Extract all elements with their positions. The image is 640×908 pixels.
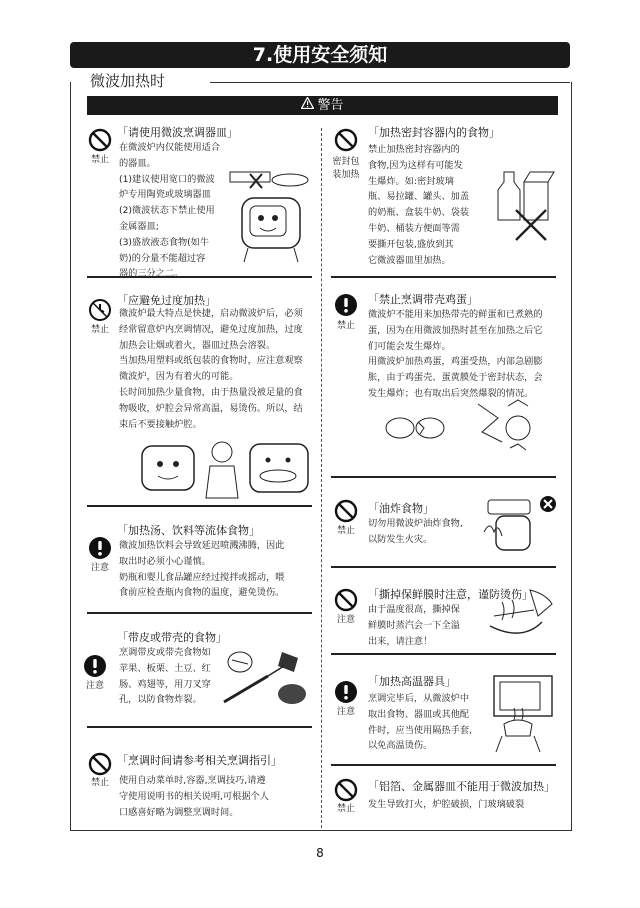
card-title: 「撕掉保鲜膜时注意，谨防烫伤」 <box>368 588 533 601</box>
divider <box>331 764 556 766</box>
divider <box>87 726 312 728</box>
card-body: 发生导致打火，炉腔破损，门玻璃破裂 <box>368 799 525 810</box>
card-body: 切勿用微波炉油炸食物, 以防发生火灾。 <box>368 518 463 545</box>
page-number: 8 <box>316 846 324 860</box>
warning-label: 警告 <box>317 98 344 113</box>
prohibited-icon <box>334 499 358 523</box>
warning-bar <box>87 96 558 115</box>
caution-icon <box>88 536 112 560</box>
eggs-illustration <box>378 398 558 452</box>
card-body: 微波炉不能用来加热带壳的鲜蛋和已煮熟的 蛋，因为在用微波加热时甚至在加热之后它 们可能会发生爆炸。 用微波炉加热鸡蛋，鸡蛋受热，内部急剧膨 胀，由于鸡蛋壳、蛋黄膜处于密封状态，会 发生爆炸；也有取出后突然爆裂的情况。 <box>368 309 543 399</box>
prohibited-icon <box>88 752 112 776</box>
divider <box>331 566 556 568</box>
caution-icon <box>83 654 107 678</box>
card-title: 「应避免过度加热」 <box>117 294 216 307</box>
plastic-wrap-illustration <box>484 586 556 648</box>
card-body: 微波炉最大特点是快捷，启动微波炉后，必须 经常留意炉内烹调情况，避免过度加热，过度 加热会让烟或着火，器皿过热会溶裂。 当加热用塑料或纸包装的食物时，应注意观察 微波炉，因为有着火的可能。 长时间加热少量食物，由于热量没被足量的食 物吸收，炉腔会异常高温，易烫伤。所以，结 束后不要接触炉腔。 <box>119 308 303 430</box>
overheat-illustration <box>138 432 314 500</box>
divider <box>87 505 312 507</box>
card-title: 「油炸食物」 <box>368 502 434 515</box>
fire-illustration <box>480 492 558 556</box>
card-title: 「加热汤、饮料等流体食物」 <box>117 524 260 537</box>
column-divider <box>321 128 322 828</box>
prohibited-icon <box>334 588 358 612</box>
prohibited-icon <box>88 128 112 152</box>
vessel-illustration <box>228 170 312 266</box>
card-title: 「带皮或带壳的食物」 <box>117 631 227 644</box>
prohibited-icon <box>334 128 358 152</box>
divider <box>331 653 556 655</box>
card-title: 「铝箔、金属器皿不能用于微波加热」 <box>368 780 555 793</box>
card-body: 烹调完毕后，从微波炉中 取出食物、器皿或其他配 件时，应当使用隔热手套, 以免高温烫伤。 <box>368 693 472 752</box>
page-title: 7.使用安全须知 <box>70 42 570 68</box>
card-title: 「加热高温器具」 <box>368 675 456 688</box>
card-body: 烹调带皮或带壳食物如 苹果、板栗、土豆、红 肠、鸡翅等，用刀叉穿 孔，以防食物炸裂。 <box>119 647 211 706</box>
divider <box>331 476 556 478</box>
card-body: 微波加热饮料会导致延迟喷溅沸腾，因此 取出时必须小心谨慎。 奶瓶和婴儿食品罐应经过搅拌或摇动，喂 食前应检查瓶内食物的温度，避免烫伤。 <box>119 540 285 599</box>
card-title: 「烹调时间请参考相关烹调指引」 <box>117 754 282 767</box>
card-body: 在微波炉内仅能使用适合 的器皿。 (1)建议使用宽口的微波 炉专用陶瓷或玻璃器皿 (2)微波状态下禁止使用 金属器皿; (3)盛放液态食物(如牛 奶)的分量不能超过容 器的三分之二。 <box>119 142 221 280</box>
clock-prohibited-icon <box>88 298 112 322</box>
card-title: 「请使用微波烹调器皿」 <box>117 126 238 139</box>
prohibited-icon <box>334 778 358 802</box>
card-body: 由于温度很高，撕掉保 鲜膜时蒸汽会一下全溢 出来，请注意！ <box>368 604 460 647</box>
sealed-containers-illustration <box>490 168 556 242</box>
warning-triangle-icon <box>301 96 314 115</box>
hot-cookware-illustration <box>486 674 556 754</box>
card-title: 「加热密封容器内的食物」 <box>368 126 500 139</box>
caution-icon <box>334 293 358 317</box>
knife-chestnut-illustration <box>222 650 312 708</box>
divider <box>331 276 556 278</box>
card-title: 「禁止烹调带壳鸡蛋」 <box>368 293 478 306</box>
card-body: 使用自动菜单时,容器,烹调技巧,请遵 守使用说明书的相关说明,可根据个人 口感喜好略为调整烹调时间。 <box>119 775 269 818</box>
caution-icon <box>334 680 358 704</box>
divider <box>87 612 312 614</box>
section-label: 微波加热时 <box>86 70 169 91</box>
card-body: 禁止加热密封容器内的 食物,因为这样有可能发 生爆炸。如:密封玻璃 瓶、易拉罐、罐头、加盖 的奶瓶、盒装牛奶、袋装 牛奶、桶装方便面等需 要撕开包装,盛放到其 它微波器皿里加热。 <box>368 144 470 266</box>
